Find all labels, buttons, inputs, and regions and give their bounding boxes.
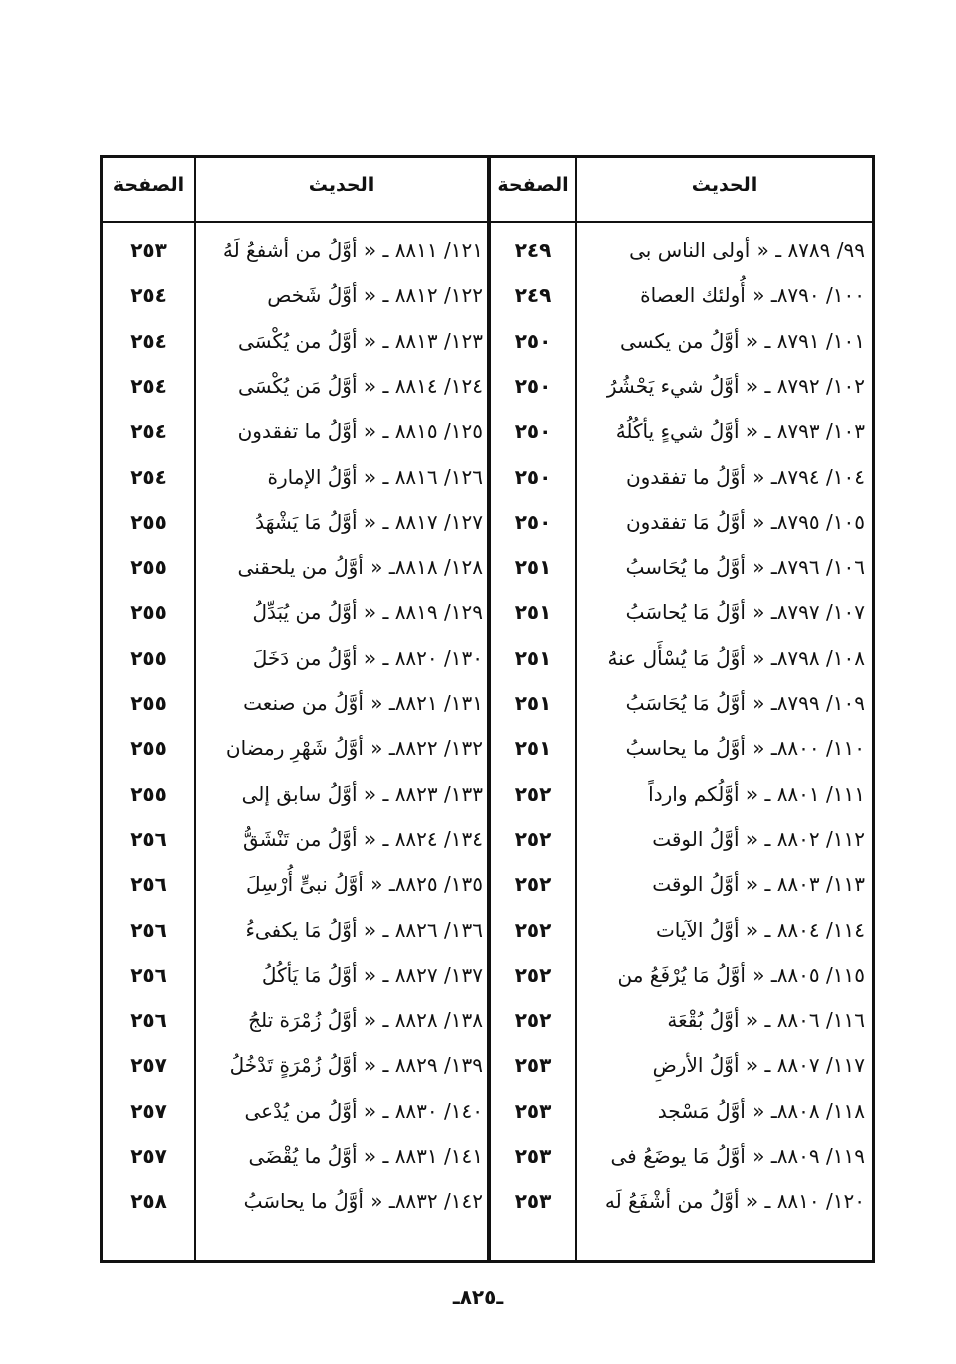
table-row <box>103 1134 872 1179</box>
table-row <box>103 1043 872 1088</box>
hadith-entry-right: ٩٩/ ٨٧٨٩ ـ « أولى الناس بى <box>629 238 865 262</box>
page-number-right: ٢٥٠ <box>514 419 552 444</box>
page-number-right: ٢٥٠ <box>514 373 552 398</box>
page-number-left: ٢٥٦ <box>130 826 167 851</box>
hadith-entry-right: ١١٧/ ٨٨٠٧ ـ « أوَّلُ الأرضِ <box>652 1053 865 1078</box>
hadith-entry-left: ١٣٢/ ٨٨٢٢ـ « أوَّلُ شَهْرِ رمضان <box>225 736 483 761</box>
hadith-entry-left: ١٢١/ ٨٨١١ ـ « أوَّلُ من أشفعُ لَهُ <box>222 238 483 262</box>
page-number-right: ٢٥٠ <box>514 464 552 489</box>
page-number-left: ٢٥٨ <box>130 1189 167 1214</box>
hadith-entry-left: ١٣٤/ ٨٨٢٤ ـ « أوَّلُ من تَنْشَقُّ <box>242 826 483 851</box>
hadith-entry-right: ١٠٨/ ٨٧٩٨ـ « أوَّلُ مَا يُسْأَل عنهُ <box>607 645 865 670</box>
page-number-left: ٢٥٥ <box>130 509 167 534</box>
page-number-right: ٢٥٣ <box>514 1144 552 1168</box>
hadith-entry-right: ١٠٤/ ٨٧٩٤ـ « أوَّلُ ما تفقدون <box>625 464 865 489</box>
table-row <box>103 319 872 364</box>
page-number-left: ٢٥٦ <box>130 872 167 897</box>
table-row <box>103 545 872 590</box>
table-row <box>103 998 872 1043</box>
page-number-right: ٢٥٠ <box>514 328 552 353</box>
hadith-entry-left: ١٢٩/ ٨٨١٩ ـ « أوَّلُ من يُبَدِّلُ <box>252 600 483 625</box>
page-number-left: ٢٥٥ <box>130 555 167 580</box>
header-page-right: الصفحة <box>497 174 569 196</box>
hadith-entry-right: ١٠٢/ ٨٧٩٢ ـ « أوَّلُ شيء يَحْشُرُ <box>606 373 865 398</box>
hadith-entry-left: ١٤٠/ ٨٨٣٠ ـ « أوَّلُ من يُدْعى <box>244 1098 483 1123</box>
hadith-entry-left: ١٢٥/ ٨٨١٥ ـ « أوَّلُ ما تفقدون <box>237 419 483 444</box>
hadith-entry-right: ١٠٧/ ٨٧٩٧ـ « أوَّلُ مَا يُحاسَبُ <box>625 600 865 625</box>
hadith-entry-right: ١١٣/ ٨٨٠٣ ـ « أوَّلُ الوقت <box>652 872 865 897</box>
hadith-entry-left: ١٢٧/ ٨٨١٧ ـ « أوَّلُ مَا يَشْهَدُ <box>255 509 483 534</box>
hadith-entry-right: ١٠٩/ ٨٧٩٩ـ « أوَّلُ مَا يُحَاسَبُ <box>625 691 865 715</box>
hadith-entry-left: ١٣٦/ ٨٨٢٦ ـ « أوَّلُ مَا يكفىءُ <box>245 917 483 942</box>
hadith-entry-left: ١٢٤/ ٨٨١٤ ـ « أوَّلُ مَن يُكْسَى <box>237 373 483 398</box>
page-number-right: ٢٤٩ <box>514 283 552 308</box>
page-number-left: ٢٥٤ <box>130 373 167 398</box>
table-row <box>103 726 872 771</box>
page-number-left: ٢٥٣ <box>130 238 167 262</box>
page-number-right: ٢٥٠ <box>514 509 552 534</box>
page-number-right: ٢٥٣ <box>514 1189 552 1214</box>
table-row <box>103 681 872 726</box>
page-number-left: ٢٥٥ <box>130 781 167 806</box>
table-row <box>103 409 872 454</box>
hadith-entry-left: ١٤٢/ ٨٨٣٢ـ « أوَّلُ ما يحاسَبُ <box>243 1189 483 1214</box>
page-number-right: ٢٥١ <box>514 600 552 625</box>
table-row <box>103 862 872 907</box>
page-number-right: ٢٤٩ <box>514 238 552 262</box>
page-number-right: ٢٥٣ <box>514 1053 552 1078</box>
page-number-right: ٢٥١ <box>514 691 552 715</box>
page-number-left: ٢٥٤ <box>130 328 167 353</box>
table-row <box>103 772 872 817</box>
table-row <box>103 590 872 635</box>
page-number: ـ٨٢٥ـ <box>452 1285 504 1309</box>
hadith-entry-left: ١٢٨/ ٨٨١٨ـ « أوَّلُ من يلحقنى <box>237 555 483 580</box>
page-number-left: ٢٥٥ <box>130 645 167 670</box>
table-row <box>103 636 872 681</box>
header-hadith-left: الحديث <box>308 174 375 196</box>
page-number-left: ٢٥٧ <box>130 1053 167 1078</box>
table-row <box>103 273 872 318</box>
hadith-entry-left: ١٣٠/ ٨٨٢٠ ـ « أوَّلُ من دَخَلَ <box>252 645 483 670</box>
page-number-left: ٢٥٤ <box>130 283 167 308</box>
page-number-left: ٢٥٤ <box>130 464 167 489</box>
hadith-entry-left: ١٣٣/ ٨٨٢٣ ـ « أوَّلُ سابق إلى <box>241 781 483 806</box>
hadith-entry-right: ١١١/ ٨٨٠١ ـ « أوَّلُكم وارداً <box>648 781 865 806</box>
table-row <box>103 228 872 273</box>
table-row <box>103 953 872 998</box>
hadith-entry-right: ١١٨/ ٨٨٠٨ـ « أوَّلُ مَسْجد <box>657 1098 865 1123</box>
hadith-entry-right: ١١٥/ ٨٨٠٥ـ « أوَّلُ مَا يُرْفَعُ من <box>617 962 865 987</box>
hadith-entry-left: ١٢٢/ ٨٨١٢ ـ « أوَّلُ شَخص <box>267 283 483 308</box>
page-number-right: ٢٥٢ <box>514 1008 552 1033</box>
page-number-right: ٢٥٢ <box>514 781 552 806</box>
hadith-entry-right: ١٠٥/ ٨٧٩٥ـ « أوَّلُ مَا تفقدون <box>625 509 865 534</box>
page-number-left: ٢٥٤ <box>130 419 167 444</box>
hadith-entry-right: ١٠٠/ ٨٧٩٠ـ « أُولئك العصاة <box>640 283 865 308</box>
page-number-right: ٢٥٢ <box>514 962 552 987</box>
page-number-right: ٢٥٢ <box>514 872 552 897</box>
hadith-entry-left: ١٢٦/ ٨٨١٦ ـ « أوَّلُ الإمارة <box>267 464 483 489</box>
table-row <box>103 908 872 953</box>
page-number-left: ٢٥٦ <box>130 917 167 942</box>
header-hadith-right: الحديث <box>691 174 758 196</box>
index-table <box>100 155 875 1263</box>
hadith-entry-right: ١١٩/ ٨٨٠٩ـ « أوَّلُ مَا يوضَعُ فى <box>610 1144 865 1168</box>
hadith-entry-left: ١٣٥/ ٨٨٢٥ـ « أوَّلُ نبىٍّ أُرْسِلَ <box>246 872 483 897</box>
hadith-entry-left: ١٤١/ ٨٨٣١ ـ « أوَّلُ ما يُقْضَى <box>248 1144 483 1168</box>
hadith-entry-right: ١٠١/ ٨٧٩١ ـ « أوَّلُ من يكسى <box>619 328 865 353</box>
hadith-entry-right: ١٢٠/ ٨٨١٠ ـ « أوَّلُ من أشْفَعُ لَه <box>604 1189 865 1214</box>
table-row <box>103 500 872 545</box>
page-number-left: ٢٥٥ <box>130 600 167 625</box>
hadith-entry-right: ١١٠/ ٨٨٠٠ـ « أوَّلُ ما يحاسبُ <box>625 736 865 761</box>
hadith-entry-right: ١١٤/ ٨٨٠٤ ـ « أوَّلُ الآيات <box>655 917 865 942</box>
hadith-entry-left: ١٣٧/ ٨٨٢٧ ـ « أوَّلُ مَا يَأكُلُ <box>261 962 483 987</box>
page-number-left: ٢٥٦ <box>130 1008 167 1033</box>
hadith-entry-right: ١١٢/ ٨٨٠٢ ـ « أوَّلُ الوقت <box>652 826 865 851</box>
hadith-entry-left: ١٣٨/ ٨٨٢٨ ـ « أوَّلُ زُمْرَة تلجُ <box>248 1008 483 1033</box>
table-row <box>103 455 872 500</box>
page-number-right: ٢٥٣ <box>514 1098 552 1123</box>
page-number-right: ٢٥٢ <box>514 917 552 942</box>
hadith-entry-left: ١٣١/ ٨٨٢١ـ « أوَّلُ من صنعت <box>243 691 483 715</box>
header-divider <box>103 221 872 223</box>
hadith-entry-right: ١١٦/ ٨٨٠٦ ـ « أوَّلُ بُقْعَة <box>667 1008 865 1033</box>
page-number-left: ٢٥٥ <box>130 736 167 761</box>
page-number-left: ٢٥٦ <box>130 962 167 987</box>
table-row <box>103 1179 872 1224</box>
table-row <box>103 817 872 862</box>
page-number-left: ٢٥٧ <box>130 1098 167 1123</box>
table-row <box>103 364 872 409</box>
page-number-left: ٢٥٥ <box>130 691 167 715</box>
hadith-entry-right: ١٠٦/ ٨٧٩٦ـ « أوَّلُ ما يُحَاسبُ <box>625 555 865 580</box>
header-page-left: الصفحة <box>112 174 185 196</box>
table-row <box>103 1089 872 1134</box>
page-number-right: ٢٥١ <box>514 555 552 580</box>
hadith-entry-left: ١٢٣/ ٨٨١٣ ـ « أوَّلُ من يُكْسَى <box>237 328 483 353</box>
hadith-entry-right: ١٠٣/ ٨٧٩٣ ـ « أوَّلُ شيءٍ يأكُلُهُ <box>615 419 865 444</box>
page-number-right: ٢٥٢ <box>514 826 552 851</box>
hadith-entry-left: ١٣٩/ ٨٨٢٩ ـ « أوَّلُ زُمْرَةٍ تَدْخُلُ <box>229 1053 483 1078</box>
page-number-right: ٢٥١ <box>514 645 552 670</box>
page-number-right: ٢٥١ <box>514 736 552 761</box>
page-number-left: ٢٥٧ <box>130 1144 167 1168</box>
